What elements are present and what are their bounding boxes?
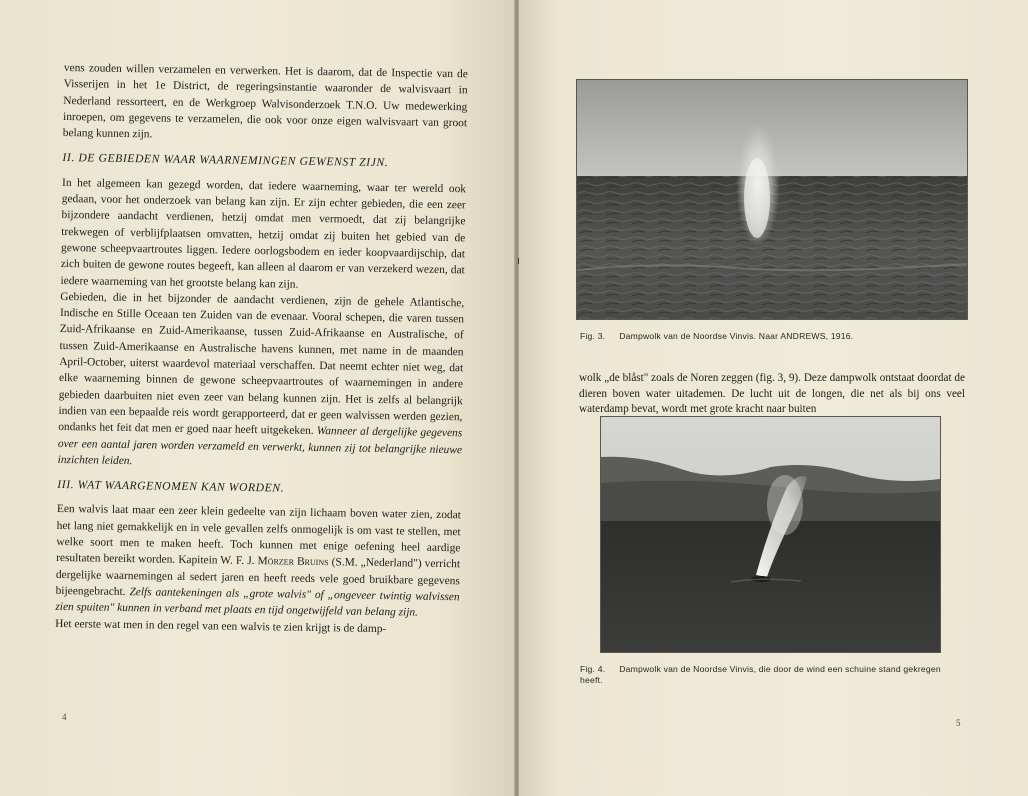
right-paragraph: wolk „de blåst" zoals de Noren zeggen (fig. 3, 9). Deze dampwolk ontstaat doordat de dieren boven water uitademen. De lucht uit de longen, die net als bij ons veel waterdamp bevat, wordt met grote kracht naar buiten bbox=[579, 372, 965, 416]
section2-paragraph-2 bbox=[58, 289, 465, 475]
section3-text-a: Een walvis laat maar een zeer klein gedeelte van zijn lichaam boven water zien, zodat het lang niet gemakkelijk en in vele gevallen zelfs onmogelijk is om vast te stellen, met welke soort men te maken heeft. Toch kunnen met enige oefening heel aardige resultaten bereikt worden. Kapitein W. F. J. bbox=[56, 503, 461, 568]
section2-paragraph-1: In het algemeen kan gezegd worden, dat iedere waarneming, waar ter wereld ook gedaan, voor het onderzoek van belang kan zijn. Er zijn echter gebieden, die een zeer bijzondere aandacht verdienen, hetzij omdat men vermoedt, dat zij belangrijke trekwegen of verblijfplaatsen omvatten, hetzij omdat zij buiten het gebied van de gewone scheepvaartroutes liggen. Iedere oorlogsbodem en ieder koopvaardijschip, dat zich buiten de gewone routes begeeft, kan alleen al daarom er van verzekerd wezen, dat iedere waarneming van het grootste belang kan zijn. bbox=[60, 176, 467, 291]
figure-4-caption-text: Dampwolk van de Noordse Vinvis, die door de wind een schuine stand gekregen heeft. bbox=[580, 664, 941, 685]
intro-paragraph: vens zouden willen verzamelen en verwerken. Het is daarom, dat de Inspectie van de Visserijen in het 1e District, de regeringsinstantie waaronder de walvisvaart in Nederland ressorteert, en de Werkgroep Walvisonderzoek T.N.O. Uw medewerking inroepen, om gegevens te verzamelen, die ook voor onze eigen walvisvaart van groot belang kunnen zijn. bbox=[62, 61, 468, 141]
left-text-block bbox=[55, 60, 468, 638]
figure-3-photo bbox=[577, 80, 967, 319]
figure-3-label: Fig. 3. bbox=[580, 331, 606, 341]
section2-paragraph-2-text: Gebieden, die in het bijzonder de aandacht verdienen, zijn de gehele Atlantische, Indische en Stille Oceaan ten Zuiden van de evenaar. Vooral schepen, die varen tussen Zuid-Afrikaanse en Zuid-Amerikaanse, tussen Zuid-Afrikaanse en Australische, of tussen Zuid-Amerikaanse en Australische havens kunnen, met name in de maanden April-October, uiterst waardevol materiaal verschaffen. Dat neemt echter niet weg, dat elke waarneming binnen de gewone scheepvaartroutes of waarnemingen in andere gebieden daarbuiten niet even zeer van belang kunnen zijn. Het is zelfs al belangrijk indien van een bepaalde reis wordt gerapporteerd, dat er geen walvissen werden gezien, ondanks het feit dat men er goed naar heeft uitgekeken. bbox=[58, 290, 465, 438]
page-number-right: 5 bbox=[956, 718, 961, 728]
section3-paragraph-2: Het eerste wat men in den regel van een walvis te zien krijgt is de damp- bbox=[55, 617, 387, 635]
whale-spout-coast-photo bbox=[601, 417, 940, 652]
figure-4-label: Fig. 4. bbox=[580, 664, 606, 674]
right-body-text bbox=[579, 371, 965, 418]
section3-paragraph-1 bbox=[55, 501, 461, 621]
section-heading-2: II. DE GEBIEDEN WAAR WAARNEMINGEN GEWENST ZIJN. bbox=[62, 151, 389, 170]
section-heading-3: III. WAT WAARGENOMEN KAN WORDEN. bbox=[57, 478, 285, 495]
whale-spout-sea-photo bbox=[577, 80, 967, 319]
section3-name-smallcaps: Mörzer Bruins bbox=[257, 555, 329, 569]
figure-4-photo bbox=[601, 417, 940, 652]
figure-3-caption-text: Dampwolk van de Noordse Vinvis. Naar ANDREWS, 1916. bbox=[619, 331, 854, 341]
page-number-left: 4 bbox=[62, 712, 67, 722]
figure-3-caption bbox=[580, 331, 853, 342]
section2-paragraph-2-italic: Wanneer al dergelijke gegevens over een aantal jaren worden verzameld en verwerkt, kunnen zij tot belangrijke nieuwe inzichten leiden. bbox=[57, 425, 463, 467]
figure-4-caption bbox=[580, 664, 966, 686]
section3-text-b: (S.M. „Nederland") verricht dergelijke waarnemingen al sedert jaren en heeft reeds vele goed bruikbare gegevens bijeengebracht. bbox=[55, 556, 461, 598]
section3-italic: Zelfs aantekeningen als „grote walvis" of „ongeveer twintig walvissen zien spuiten" kunnen in verband met plaats en tijd ongetwijfeld van belang zijn. bbox=[55, 586, 460, 619]
